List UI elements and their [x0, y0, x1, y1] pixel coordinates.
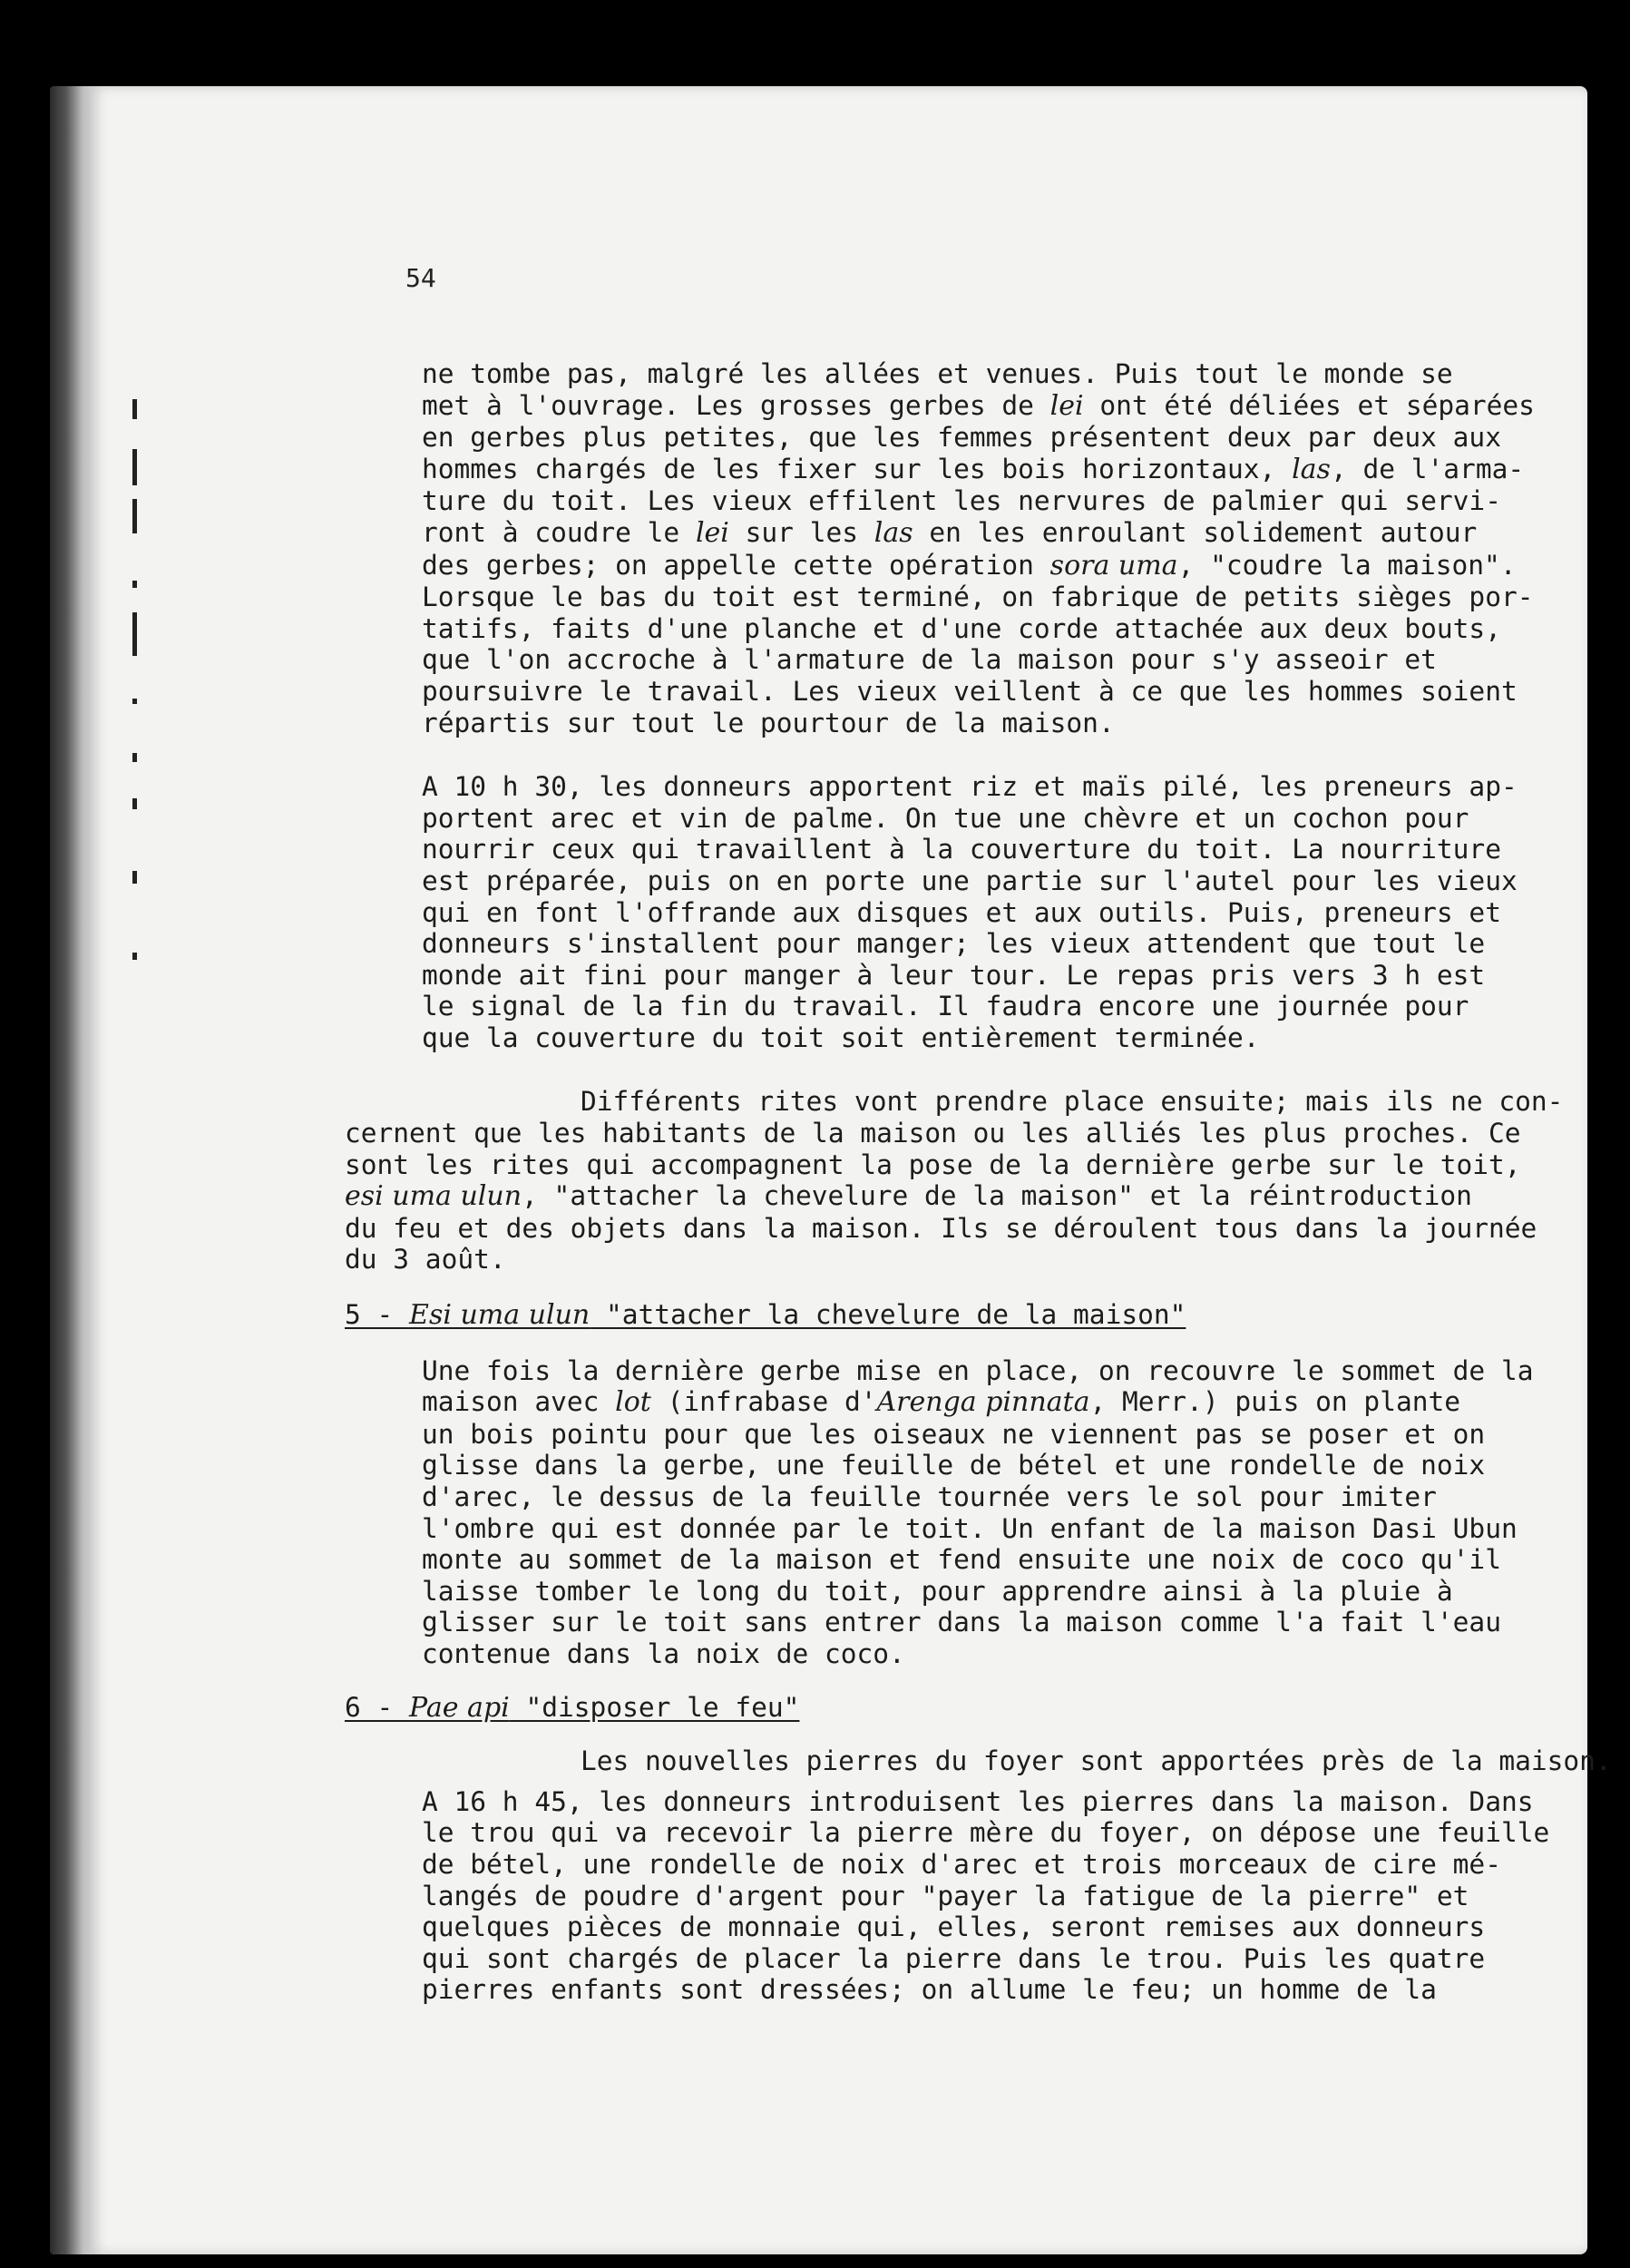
- text-line: laisse tomber le long du toit, pour apprendre ainsi à la pluie à: [422, 1575, 1453, 1607]
- text-line: le signal de la fin du travail. Il faudra encore une journée pour: [422, 991, 1469, 1022]
- text-line: de bétel, une rondelle de noix d'arec et trois morceaux de cire mé-: [422, 1848, 1501, 1880]
- text-line: met à l'ouvrage. Les grosses gerbes de lei ont été déliées et séparées: [422, 389, 1535, 422]
- text-line: A 10 h 30, les donneurs apportent riz et maïs pilé, les preneurs ap-: [422, 771, 1518, 803]
- text-line: ne tombe pas, malgré les allées et venues. Puis tout le monde se: [422, 358, 1453, 389]
- text-line: Une fois la dernière gerbe mise en place, on recouvre le sommet de la: [422, 1354, 1534, 1386]
- text-line: un bois pointu pour que les oiseaux ne viennent pas se poser et on: [422, 1418, 1486, 1450]
- text-line: Différents rites vont prendre place ensuite; mais ils ne con-: [581, 1086, 1564, 1118]
- text-line: du 3 août.: [345, 1244, 506, 1276]
- text-line: l'ombre qui est donnée par le toit. Un enfant de la maison Dasi Ubun: [422, 1512, 1518, 1544]
- text-line: glisser sur le toit sans entrer dans la maison comme l'a fait l'eau: [422, 1607, 1501, 1638]
- text-line: ture du toit. Les vieux effilent les nervures de palmier qui servi-: [422, 485, 1501, 517]
- text-line: d'arec, le dessus de la feuille tournée vers le sol pour imiter: [422, 1481, 1437, 1512]
- text-line: est préparée, puis on en porte une partie sur l'autel pour les vieux: [422, 865, 1518, 896]
- text-line: tatifs, faits d'une planche et d'une corde attachée aux deux bouts,: [422, 612, 1501, 644]
- paragraph: [0, 358, 1630, 738]
- text-line: glisse dans la gerbe, une feuille de bétel et une rondelle de noix: [422, 1450, 1486, 1481]
- text-line: hommes chargés de les fixer sur les bois horizontaux, las, de l'arma-: [422, 453, 1525, 485]
- text-line: ront à coudre le lei sur les las en les enroulant solidement autour: [422, 516, 1478, 549]
- paragraph: [0, 771, 1630, 1053]
- text-line: que l'on accroche à l'armature de la maison pour s'y asseoir et: [422, 644, 1437, 676]
- text-line: répartis sur tout le pourtour de la maison.: [422, 707, 1115, 738]
- text-line: esi uma ulun, "attacher la chevelure de la maison" et la réintroduction: [345, 1180, 1472, 1213]
- text-line: Lorsque le bas du toit est terminé, on fabrique de petits sièges por-: [422, 582, 1534, 613]
- paragraph: [0, 1086, 1630, 1276]
- paragraph: [0, 1786, 1630, 2006]
- text-line: sont les rites qui accompagnent la pose de la dernière gerbe sur le toit,: [345, 1149, 1521, 1180]
- text-line: monde ait fini pour manger à leur tour. Le repas pris vers 3 h est: [422, 959, 1486, 991]
- text-line: donneurs s'installent pour manger; les vieux attendent que tout le: [422, 928, 1486, 960]
- text-line: pierres enfants sont dressées; on allume le feu; un homme de la: [422, 1974, 1437, 2006]
- text-line: le trou qui va recevoir la pierre mère du foyer, on dépose une feuille: [422, 1817, 1550, 1849]
- text-line: contenue dans la noix de coco.: [422, 1637, 905, 1669]
- text-line: des gerbes; on appelle cette opération sora uma, "coudre la maison".: [422, 549, 1517, 582]
- paragraph: [0, 1745, 1630, 1777]
- text-line: cernent que les habitants de la maison ou les alliés les plus proches. Ce: [345, 1118, 1521, 1149]
- body-text: [0, 358, 1630, 2006]
- text-line: qui sont chargés de placer la pierre dans le trou. Puis les quatre: [422, 1942, 1486, 1974]
- section-heading-6: [0, 1692, 1630, 1725]
- text-line: qui en font l'offrande aux disques et aux outils. Puis, preneurs et: [422, 896, 1501, 928]
- text-line: A 16 h 45, les donneurs introduisent les pierres dans la maison. Dans: [422, 1785, 1534, 1817]
- heading-line: 6 - Pae api "disposer le feu": [345, 1691, 800, 1724]
- heading-line: 5 - Esi uma ulun "attacher la chevelure de la maison": [345, 1299, 1186, 1332]
- text-line: nourrir ceux qui travaillent à la couverture du toit. La nourriture: [422, 834, 1501, 865]
- page-number: 54: [405, 263, 436, 293]
- text-line: en gerbes plus petites, que les femmes présentent deux par deux aux: [422, 422, 1501, 454]
- text-line: quelques pièces de monnaie qui, elles, seront remises aux donneurs: [422, 1911, 1486, 1943]
- text-line: Les nouvelles pierres du foyer sont apportées près de la maison.: [581, 1745, 1612, 1777]
- section-heading-5: [0, 1299, 1630, 1332]
- paragraph: [0, 1355, 1630, 1670]
- text-line: portent arec et vin de palme. On tue une chèvre et un cochon pour: [422, 802, 1469, 834]
- text-line: poursuivre le travail. Les vieux veillent à ce que les hommes soient: [422, 675, 1518, 707]
- text-line: maison avec lot (infrabase d'Arenga pinnata, Merr.) puis on plante: [422, 1386, 1460, 1419]
- text-line: que la couverture du toit soit entièrement terminée.: [422, 1022, 1260, 1053]
- text-line: langés de poudre d'argent pour "payer la fatigue de la pierre" et: [422, 1880, 1469, 1911]
- text-line: monte au sommet de la maison et fend ensuite une noix de coco qu'il: [422, 1544, 1501, 1576]
- text-line: du feu et des objets dans la maison. Ils se déroulent tous dans la journée: [345, 1212, 1537, 1244]
